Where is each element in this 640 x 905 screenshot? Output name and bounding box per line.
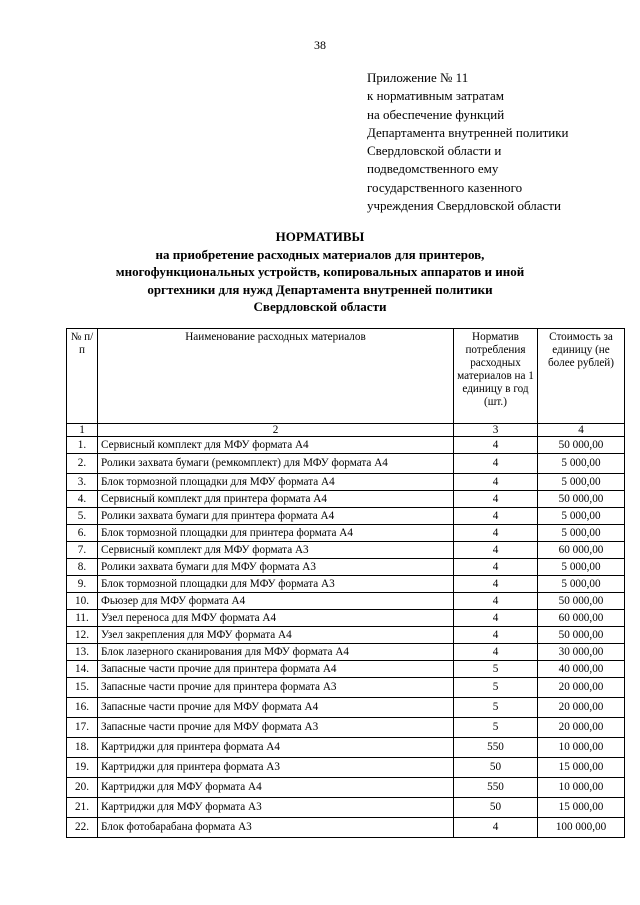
table-row (67, 718, 625, 738)
cell-num: 5. (67, 508, 98, 525)
cell-num: 9. (67, 576, 98, 593)
cell-name: Ролики захвата бумаги для МФУ формата А3 (98, 559, 454, 576)
cell-num: 13. (67, 644, 98, 661)
cell-name: Картриджи для принтера формата А4 (98, 738, 454, 758)
cell-qty: 5 (454, 661, 538, 678)
appendix-line: к нормативным затратам (367, 88, 505, 104)
cell-qty: 4 (454, 576, 538, 593)
cell-cost: 50 000,00 (538, 593, 625, 610)
page-number: 38 (314, 38, 326, 52)
cell-name: Запасные части прочие для МФУ формата А3 (98, 718, 454, 738)
index-cell: 3 (454, 424, 538, 437)
table-row (67, 738, 625, 758)
cell-name: Картриджи для принтера формата А3 (98, 758, 454, 778)
table-header-row (67, 329, 625, 424)
cell-cost: 5 000,00 (538, 559, 625, 576)
cell-cost: 10 000,00 (538, 778, 625, 798)
cell-name: Сервисный комплект для принтера формата А4 (98, 491, 454, 508)
cell-name: Запасные части прочие для принтера формата А3 (98, 678, 454, 698)
cell-cost: 5 000,00 (538, 474, 625, 491)
title-line: многофункциональных устройств, копировальных аппаратов и иной (115, 264, 525, 279)
table-row (67, 798, 625, 818)
cell-qty: 4 (454, 644, 538, 661)
cell-qty: 550 (454, 738, 538, 758)
cell-num: 15. (67, 678, 98, 698)
cell-qty: 4 (454, 559, 538, 576)
table-row (67, 437, 625, 454)
cell-name: Запасные части прочие для принтера формата А4 (98, 661, 454, 678)
table-row (67, 593, 625, 610)
table-index-row (67, 424, 625, 437)
cell-name: Блок тормозной площадки для МФУ формата А4 (98, 474, 454, 491)
index-cell: 1 (67, 424, 98, 437)
cell-qty: 5 (454, 718, 538, 738)
cell-qty: 4 (454, 542, 538, 559)
norms-table (66, 328, 625, 838)
cell-name: Картриджи для МФУ формата А3 (98, 798, 454, 818)
cell-cost: 30 000,00 (538, 644, 625, 661)
cell-num: 14. (67, 661, 98, 678)
title-line: Свердловской области (253, 299, 387, 314)
cell-qty: 5 (454, 678, 538, 698)
cell-cost: 100 000,00 (538, 818, 625, 838)
cell-cost: 5 000,00 (538, 525, 625, 542)
index-cell: 4 (538, 424, 625, 437)
cell-qty: 5 (454, 698, 538, 718)
cell-name: Сервисный комплект для МФУ формата А3 (98, 542, 454, 559)
cell-qty: 4 (454, 491, 538, 508)
appendix-line: подведомственного ему (367, 161, 499, 177)
cell-num: 12. (67, 627, 98, 644)
cell-cost: 60 000,00 (538, 542, 625, 559)
cell-qty: 4 (454, 437, 538, 454)
cell-qty: 4 (454, 454, 538, 474)
table-row (67, 454, 625, 474)
cell-name: Сервисный комплект для МФУ формата А4 (98, 437, 454, 454)
cell-name: Фьюзер для МФУ формата А4 (98, 593, 454, 610)
cell-cost: 20 000,00 (538, 678, 625, 698)
header-num: № п/п (67, 329, 98, 424)
cell-name: Блок лазерного сканирования для МФУ формата А4 (98, 644, 454, 661)
cell-qty: 4 (454, 525, 538, 542)
cell-num: 17. (67, 718, 98, 738)
table-row (67, 576, 625, 593)
cell-qty: 4 (454, 593, 538, 610)
cell-cost: 50 000,00 (538, 491, 625, 508)
cell-name: Узел закрепления для МФУ формата А4 (98, 627, 454, 644)
header-qty: Норматив потребления расходных материалов на 1 единицу в год (шт.) (454, 329, 538, 424)
table-row (67, 678, 625, 698)
cell-name: Блок фотобарабана формата А3 (98, 818, 454, 838)
table-row (67, 627, 625, 644)
table-row (67, 818, 625, 838)
cell-cost: 10 000,00 (538, 738, 625, 758)
cell-cost: 60 000,00 (538, 610, 625, 627)
cell-name: Блок тормозной площадки для МФУ формата А3 (98, 576, 454, 593)
title-line: НОРМАТИВЫ (275, 229, 365, 244)
cell-num: 22. (67, 818, 98, 838)
cell-cost: 40 000,00 (538, 661, 625, 678)
title-line: оргтехники для нужд Департамента внутренней политики (147, 281, 493, 297)
appendix-line: Департамента внутренней политики (367, 124, 569, 140)
table-row (67, 778, 625, 798)
cell-num: 2. (67, 454, 98, 474)
table-row (67, 542, 625, 559)
table-row (67, 698, 625, 718)
cell-name: Запасные части прочие для МФУ формата А4 (98, 698, 454, 718)
cell-qty: 550 (454, 778, 538, 798)
cell-qty: 4 (454, 474, 538, 491)
appendix-line: на обеспечение функций (367, 106, 505, 122)
cell-num: 3. (67, 474, 98, 491)
document-title (0, 228, 640, 316)
cell-num: 8. (67, 559, 98, 576)
index-cell: 2 (98, 424, 454, 437)
header-cost: Стоимость за единицу (не более рублей) (538, 329, 625, 424)
cell-name: Узел переноса для МФУ формата А4 (98, 610, 454, 627)
cell-cost: 20 000,00 (538, 718, 625, 738)
table-row (67, 644, 625, 661)
cell-name: Блок тормозной площадки для принтера формата А4 (98, 525, 454, 542)
cell-num: 16. (67, 698, 98, 718)
cell-cost: 15 000,00 (538, 758, 625, 778)
cell-qty: 4 (454, 610, 538, 627)
table-row (67, 758, 625, 778)
cell-num: 21. (67, 798, 98, 818)
appendix-line: Приложение № 11 (367, 70, 469, 85)
cell-name: Картриджи для МФУ формата А4 (98, 778, 454, 798)
table-row (67, 491, 625, 508)
table-row (67, 661, 625, 678)
cell-cost: 20 000,00 (538, 698, 625, 718)
header-name: Наименование расходных материалов (98, 329, 454, 424)
cell-qty: 4 (454, 627, 538, 644)
cell-cost: 50 000,00 (538, 437, 625, 454)
cell-num: 18. (67, 738, 98, 758)
cell-qty: 50 (454, 758, 538, 778)
cell-num: 20. (67, 778, 98, 798)
table-row (67, 525, 625, 542)
appendix-line: государственного казенного (367, 179, 523, 195)
cell-num: 6. (67, 525, 98, 542)
cell-num: 19. (67, 758, 98, 778)
table-row (67, 474, 625, 491)
cell-cost: 5 000,00 (538, 576, 625, 593)
cell-num: 11. (67, 610, 98, 627)
cell-cost: 5 000,00 (538, 454, 625, 474)
table-row (67, 508, 625, 525)
cell-qty: 4 (454, 818, 538, 838)
cell-qty: 50 (454, 798, 538, 818)
cell-num: 4. (67, 491, 98, 508)
cell-num: 10. (67, 593, 98, 610)
cell-qty: 4 (454, 508, 538, 525)
appendix-line: учреждения Свердловской области (367, 198, 561, 214)
cell-name: Ролики захвата бумаги для принтера формата А4 (98, 508, 454, 525)
appendix-block (367, 69, 617, 215)
appendix-line: Свердловской области и (367, 143, 502, 159)
cell-cost: 5 000,00 (538, 508, 625, 525)
cell-num: 1. (67, 437, 98, 454)
cell-name: Ролики захвата бумаги (ремкомплект) для МФУ формата А4 (98, 454, 454, 474)
table-row (67, 559, 625, 576)
table-row (67, 610, 625, 627)
cell-cost: 15 000,00 (538, 798, 625, 818)
cell-cost: 50 000,00 (538, 627, 625, 644)
cell-num: 7. (67, 542, 98, 559)
title-line: на приобретение расходных материалов для принтеров, (155, 246, 485, 262)
